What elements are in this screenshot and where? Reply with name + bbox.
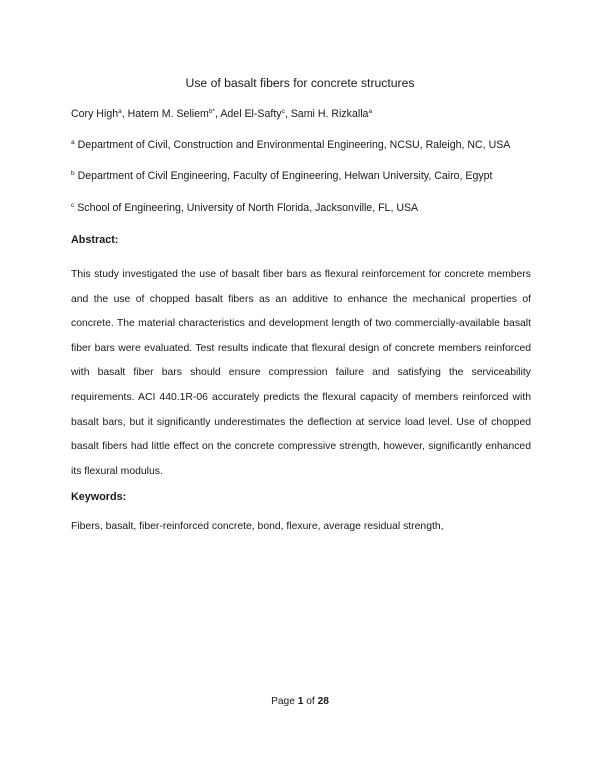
affiliation — [71, 139, 510, 151]
keywords-text: Fibers, basalt, fiber-reinforced concrete, bond, flexure, average residual strength, — [71, 521, 444, 532]
of-label: of — [306, 696, 315, 707]
author-name: Sami H. Rizkalla — [290, 108, 369, 120]
affiliation-text: Department of Civil Engineering, Faculty of Engineering, Helwan University, Cairo, Egypt — [77, 170, 493, 182]
author-name: Hatem M. Seliem — [127, 108, 209, 120]
abstract-text: This study investigated the use of basalt fiber bars as flexural reinforcement for concrete members and the use of chopped basalt fibers as an additive to enhance the mechanical properties of concrete. The material characteristics and development length of two commercially-available basalt fiber bars were evaluated. Test results indicate that flexural design of concrete members reinforced with basalt fiber bars should ensure compression failure and satisfying the serviceability requirements. ACI 440.1R-06 accurately predicts the flexural capacity of members reinforced with basalt bars, but it significantly underestimates the deflection at service load level. Use of chopped basalt fibers had little effect on the concrete compressive strength, however, significantly enhanced its flexural modulus. — [71, 269, 531, 477]
author-name: Cory High — [71, 108, 119, 120]
author-list: Cory High$^a$, Hatem M. Seliem$^{b*}$, Adel El-Safty$^c$, Sami H. Rizkalla$^a$ — [71, 108, 373, 120]
affiliation-mark: c — [71, 202, 75, 209]
affiliation-text: Department of Civil, Construction and Environmental Engineering, NCSU, Raleigh, NC, USA — [77, 139, 511, 151]
affiliation-mark: a — [71, 139, 75, 146]
author-affiliation-mark: c — [281, 108, 285, 115]
author-affiliation-mark: b* — [208, 108, 216, 115]
author-affiliation-mark: a — [118, 108, 122, 115]
affiliation-text: School of Engineering, University of North Florida, Jacksonville, FL, USA — [77, 202, 419, 214]
affiliation-mark: b — [71, 170, 75, 177]
keywords-heading: Keywords: — [71, 491, 127, 503]
page-label: Page — [271, 696, 295, 707]
total-pages: 28 — [317, 696, 329, 707]
author-affiliation-mark: a — [368, 108, 373, 115]
affiliation — [71, 202, 418, 214]
page-footer — [0, 696, 600, 707]
abstract-heading: Abstract: — [71, 234, 119, 246]
author-name: Adel El-Safty — [220, 108, 282, 120]
affiliation — [71, 170, 493, 182]
page-number: 1 — [297, 696, 304, 707]
paper-title: Use of basalt fibers for concrete structures — [185, 76, 415, 90]
